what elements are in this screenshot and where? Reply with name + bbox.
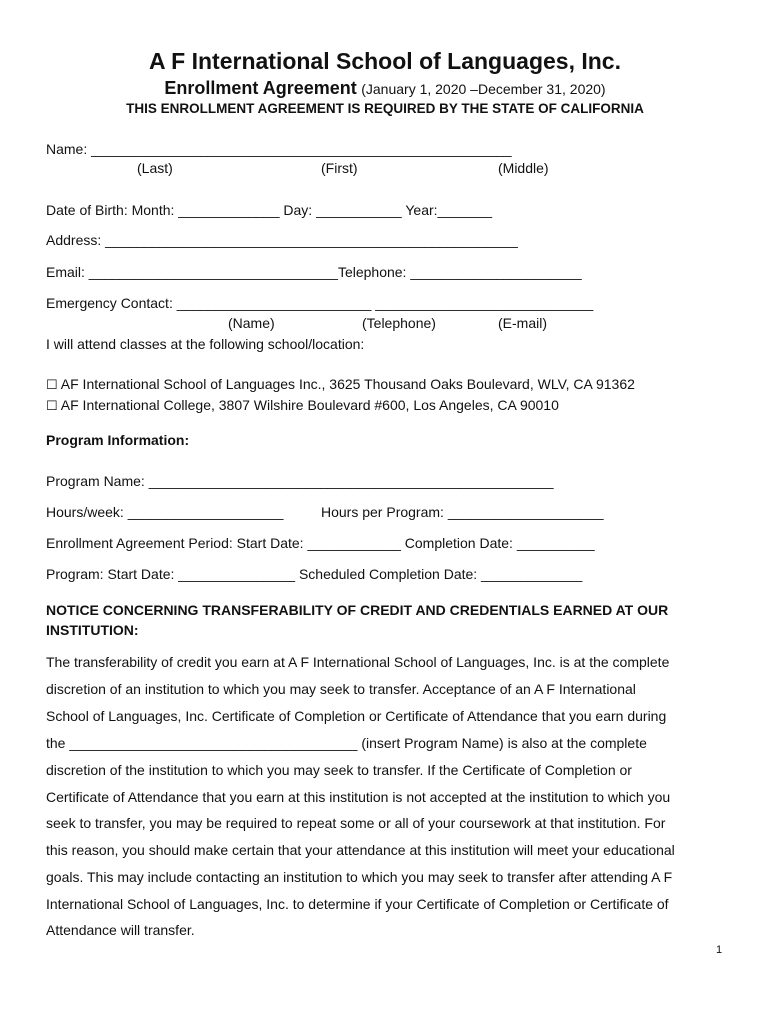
location-option-thousand-oaks[interactable] [46, 376, 635, 393]
location-option-label: AF International College, 3807 Wilshire Boulevard #600, Los Angeles, CA 90010 [60, 397, 559, 413]
hours-week-field[interactable]: Hours/week: ____________________ [46, 504, 284, 520]
date-of-birth-field[interactable]: Date of Birth: Month: _____________ Day: ___________ Year:_______ [46, 202, 493, 218]
state-requirement: THIS ENROLLMENT AGREEMENT IS REQUIRED BY THE STATE OF CALIFORNIA [126, 101, 644, 116]
notice-heading: NOTICE CONCERNING TRANSFERABILITY OF CREDIT AND CREDENTIALS EARNED AT OUR [46, 602, 669, 618]
notice-line: Certificate of Attendance that you earn at this institution is not accepted at the institution to which you [46, 789, 671, 805]
address-field[interactable]: Address: _____________________________________________________ [46, 232, 518, 248]
notice-line: The transferability of credit you earn at A F International School of Languages, Inc. is at the complete [46, 654, 670, 670]
emergency-name-label: (Name) [228, 315, 275, 331]
notice-line-program-blank[interactable]: the _____________________________________ (insert Program Name) is also at the complete [46, 735, 647, 751]
emergency-contact-field[interactable]: Emergency Contact: _________________________ ____________________________ [46, 295, 594, 311]
page-title: A F International School of Languages, Inc. [149, 48, 621, 74]
program-name-field[interactable]: Program Name: ____________________________________________________ [46, 473, 554, 489]
location-option-label: AF International School of Languages Inc., 3625 Thousand Oaks Boulevard, WLV, CA 91362 [60, 376, 635, 392]
program-start-field[interactable]: Program: Start Date: _______________ Scheduled Completion Date: _____________ [46, 566, 583, 582]
notice-heading-cont: INSTITUTION: [46, 622, 139, 638]
notice-line: discretion of an institution to which you may seek to transfer. Acceptance of an A F International [46, 681, 636, 697]
agreement-dates: (January 1, 2020 –December 31, 2020) [361, 81, 606, 97]
page-number: 1 [716, 944, 723, 956]
program-heading: Program Information: [46, 432, 190, 448]
emergency-email-label: (E-mail) [498, 315, 547, 331]
notice-line: International School of Languages, Inc. to determine if your Certificate of Completion or Certificate of [46, 896, 669, 912]
notice-line: this reason, you should make certain that your attendance at this institution will meet your educational [46, 842, 675, 858]
location-prompt: I will attend classes at the following school/location: [46, 336, 365, 352]
notice-line: discretion of the institution to which you may seek to transfer. If the Certificate of Completion or [46, 762, 632, 778]
name-first-label: (First) [321, 160, 358, 176]
subtitle-main: Enrollment Agreement [164, 78, 357, 98]
enrollment-period-field[interactable]: Enrollment Agreement Period: Start Date: ____________ Completion Date: __________ [46, 535, 595, 551]
hours-program-field[interactable]: Hours per Program: ____________________ [321, 504, 604, 520]
location-option-wilshire[interactable] [46, 397, 559, 414]
emergency-telephone-label: (Telephone) [362, 315, 436, 331]
checkbox-icon[interactable]: ☐ [46, 377, 58, 392]
email-telephone-field[interactable]: Email: ________________________________Telephone: ______________________ [46, 264, 582, 280]
notice-line: Attendance will transfer. [46, 922, 195, 938]
checkbox-icon[interactable]: ☐ [46, 398, 58, 413]
name-last-label: (Last) [137, 160, 173, 176]
name-field[interactable]: Name: ______________________________________________________ [46, 141, 512, 157]
notice-line: seek to transfer, you may be required to repeat some or all of your coursework at that institution. For [46, 815, 666, 831]
name-middle-label: (Middle) [498, 160, 549, 176]
notice-line: School of Languages, Inc. Certificate of Completion or Certificate of Attendance that you earn during [46, 708, 667, 724]
notice-line: goals. This may include contacting an institution to which you may seek to transfer after attending A F [46, 869, 673, 885]
subtitle [0, 78, 770, 99]
